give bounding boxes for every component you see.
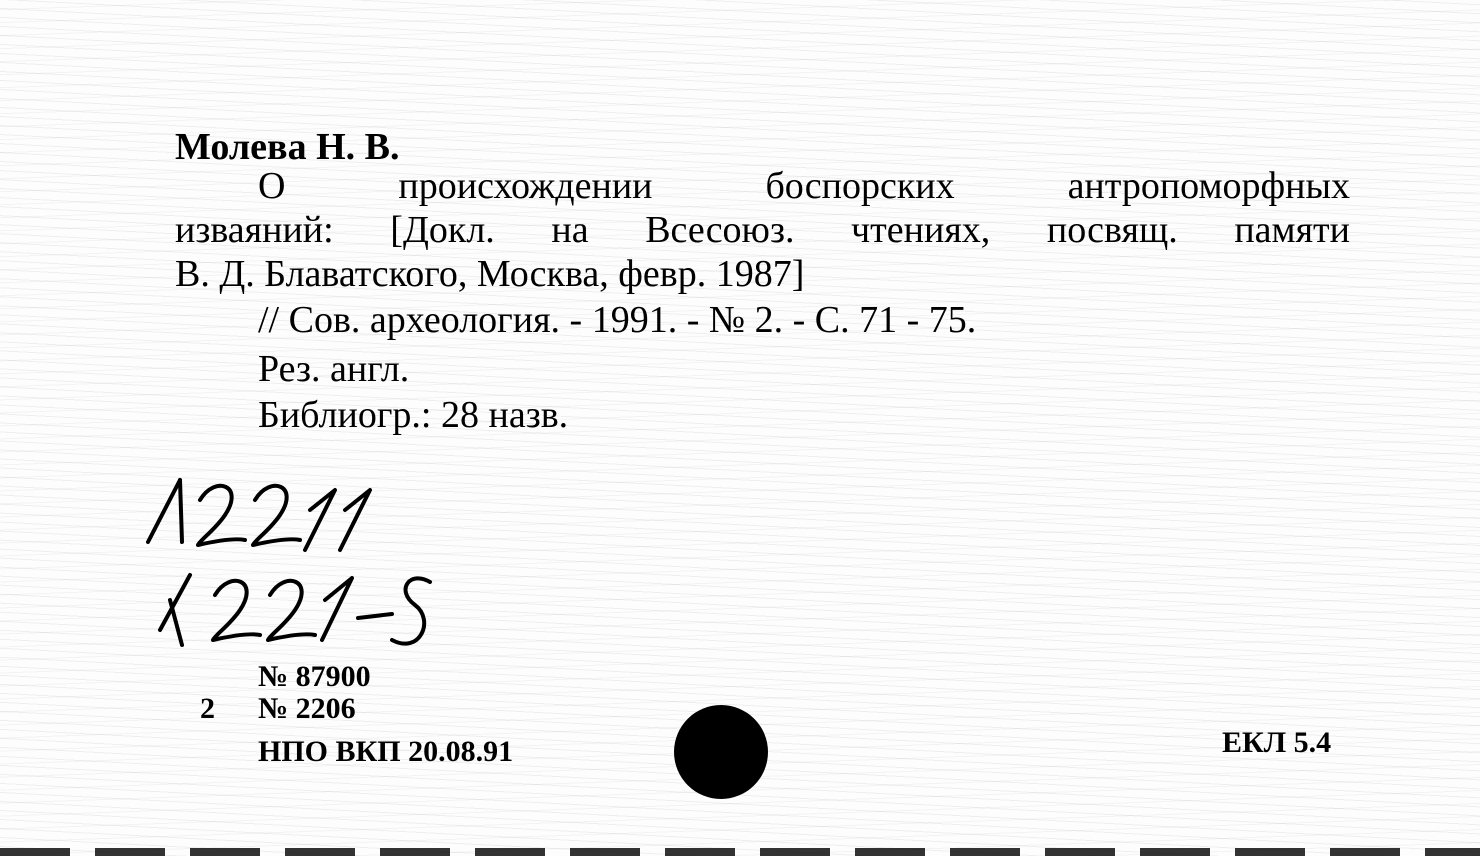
classification-code: ЕКЛ 5.4 (1222, 726, 1332, 759)
bibliography-note: Библиогр.: 28 назв. (258, 394, 569, 436)
author-name: Молева Н. В. (175, 126, 400, 168)
publisher-stamp: НПО ВКП 20.08.91 (258, 735, 514, 768)
title-line-2: изваяний: [Докл. на Всесоюз. чтениях, посвящ. памяти (175, 209, 1350, 251)
copy-count: 2 (200, 692, 215, 725)
title-line-3: В. Д. Блаватского, Москва, февр. 1987] (175, 253, 805, 295)
card-bottom-edge (0, 848, 1480, 856)
source-line: // Сов. археология. - 1991. - № 2. - С. 71 - 75. (258, 299, 977, 341)
handwritten-shelf-marks (130, 470, 460, 660)
accession-number-2: № 2206 (258, 692, 356, 725)
punch-hole (674, 705, 768, 799)
summary-note: Рез. англ. (258, 348, 410, 390)
title-line-1: О происхождении боспорских антропоморфных (258, 165, 1350, 207)
accession-number-1: № 87900 (258, 660, 371, 693)
